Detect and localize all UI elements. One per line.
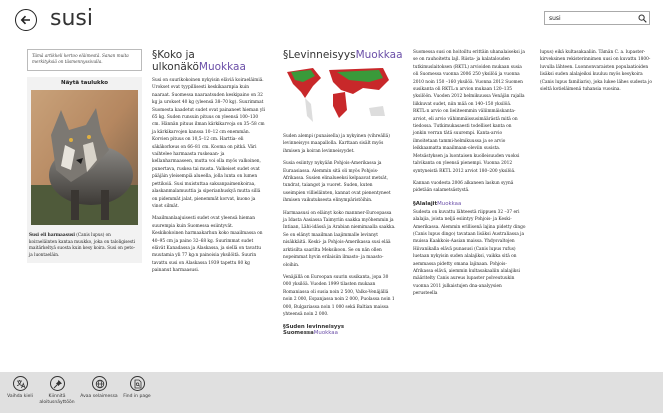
edit-link[interactable]: Muokkaa bbox=[313, 330, 338, 337]
pin-to-start-button[interactable] bbox=[37, 376, 77, 405]
section-koko bbox=[152, 49, 265, 275]
infobox-caption: Susi eli harmaasusi (Canis lupus) on koiraeläinten kantaa muukko, joka on taloligisesti maitärkeltyä suosta kuin kesy koira. Susi on peto- ja luontaeläin. bbox=[29, 232, 136, 257]
paragraph: Maailmanlaajuisesti sudet ovat yleensä hieman suurempia kuin Suomessa esiintyvät. Keskikokoinen harmaakarhun koko maailmassa on 40–95 cm ja paino 32–68 kg. Suurimmat sudet elävät Kanadassa ja Alaskassa, ja siellä on tavattu muutamia yli 77 kg:n painoisia yksilöitä. Suurin tavattu susi on Alaskassa 1939 tapettu 80 kg painanut harmaasusi. bbox=[152, 216, 263, 274]
app-bar-label: Find in page bbox=[123, 394, 151, 399]
search-icon[interactable] bbox=[638, 14, 647, 23]
edit-link[interactable]: Muokkaa bbox=[355, 49, 403, 61]
search-value: susi bbox=[549, 15, 561, 22]
edit-link[interactable]: Muokkaa bbox=[437, 200, 462, 207]
page-title: susi bbox=[50, 6, 93, 31]
subsection-heading: §AlalajitMuokkaa bbox=[413, 200, 462, 207]
back-arrow-icon bbox=[19, 13, 33, 27]
paragraph: lupus) eikä kultasakaaliin. Tämän C. a. lupaster-kirveksinen rekisterinnimen uusi on kuvattu 1800-luvulla lähteen. Luonnonvaraisten populaatioiden lisäksi suden alalajeiksi kuuluu myös kesykoira (Canis lupus familiaris), joka lukee lähes sudesta jo sieltä kotieläimenä tuhansia vuosina. bbox=[540, 50, 652, 93]
pin-icon bbox=[53, 379, 63, 389]
infobox bbox=[27, 77, 142, 263]
globe-icon bbox=[95, 379, 105, 389]
app-bar-label: Vaihda kieli bbox=[7, 394, 33, 399]
paragraph: Susia esiintyy nykyään Pohjois-Amerikassa ja Euraasiassa. Alemmin sitä oli myös Pohjois-Afrikassa. Susien elinalueeksi kelpaavat metsät, tundrat, taiangot ja vuoret. Suden, kuten useimpien villieläinten, kannat ovat pienentyneet ihmisen vaikutuksesta elinympäristöihin. bbox=[283, 161, 391, 204]
section-levinneisyys bbox=[283, 49, 403, 338]
paragraph: Sudesta on kuvattu lähteestä riippuen 32 –37 eri alalajia, joista neljä esiintyy Pohjois- ja Keski-Amerikassa. Alemmin erillisenä lajina pidetty dingo (Canis lupus dingo) tavataan lisäksi Australiassa ja muissa Kaakkois-Aasian maissa. Yhdysvaltojen Hiivanikalla elävä punasusi (Canis lupus rufus) luetaan nykyisin suden alalajiksi, vaikka sitä on aemmassa pidetty omana lajinaan. Pohjois-Afrikassa elävä, aiemmin kultasakaaliin alalajiksi määritelty Canis aureus lupaster polveutuukin vuonna 2011 julkaistujen dna-analyysien perusteella bbox=[413, 209, 526, 297]
back-button[interactable] bbox=[15, 9, 37, 31]
app-bar-label: Kiinnitä aloitusnäyttöön bbox=[39, 394, 75, 405]
paragraph: Suomessa susi on hoitoiltu erittäin uhanalaiseksi ja se on rauhoitettu lajl. Riista- ja kalatalouden tutkimuslaitoksen (RKTL) arvioiden mukaan susia oli Suomessa vuonna 2006 250 yksilöä ja vuonna 2010 noin 150 –160 yksilöä. Vuonna 2012 Suomen susikanta oli RKTL:n arvion mukaan 120–135 yksilöön. Vuoden 2012 helmikuussa Venäjän rajalla liikkuvat sudet, niin mää on 140–150 yksilöä. RKTL:n arvio on lieiiteemmin väliimmäiskanta-arviot, eli arvio vähimmäissusimäärästä mitä on tiedossa. Tutkimukasaesti todelliset kanta on jonkin verran tätä suurempi. Kanta-arvio ilmoitetaan tammi-helmikuussa ja se arvio leikkaamatta maailmaan-oleviin susista. Metsästyksen ja luontaisen kuolleisuuden vuoksi talvikanta on yleensä pienempi. Vuonna 2012 syntyneistä RKTL 2012 arviot 180–200 yksilöä. bbox=[413, 50, 525, 174]
paragraph: Venäjällä on Euroopan suurin susikanta, jopa 30 000 yksilöä. Vuoden 1999 tilasten mukaan Romaniassa oli susia noin 2 500, Valko-Venäjällä noin 2 000, Espanjassa noin 2 000, Puolassa noin 1 000, Bulgariassa noin 1 000 sekä Baltian maissa yhteensä noin 2 000. bbox=[283, 274, 395, 317]
disambiguation-notice: Tämä artikkeli kertoo eläimestä. Sanan muita merkityksiä on täsmennyssivulla. bbox=[27, 49, 142, 71]
language-icon bbox=[16, 379, 26, 389]
section-alalajit-cont bbox=[540, 49, 653, 93]
app-header bbox=[0, 0, 663, 40]
open-in-browser-button[interactable] bbox=[79, 376, 119, 400]
map-caption: Suden alempi (punaisella) ja nykyinen (vihreällä) levinneisyys maapallolla. Karttaan sisält myös ihmisen ja koiran levinneisyydet. bbox=[283, 134, 390, 154]
change-language-button[interactable] bbox=[0, 376, 40, 400]
app-bar-label: Avaa selaimessa bbox=[80, 394, 118, 399]
section-suomi bbox=[413, 49, 526, 298]
paragraph: Harmaasusi on eläinyt koko mannner-Euroopassa ja Idasta Aasiassa Taimyriin saakka myöhemmin ja Intiaan, Lähi-idässä ja Arabian niemimaalla saakka. Se on elänyt maailman laajimmalle levinnyt nisäkkäitä. Keski- ja Pohjois-Amerikassa susi elää arktisilta saarilta Meksikoon. Se on nän ollen nopeimmat hyvin erilaisiin ilmasto- ja maasto-oloihin. bbox=[283, 210, 396, 268]
range-map[interactable] bbox=[283, 64, 393, 126]
find-in-page-button[interactable] bbox=[117, 376, 157, 400]
infobox-toggle[interactable]: Näytä taulukko bbox=[61, 80, 108, 86]
subsection-heading: §Suden levinneisyys SuomessaMuokkaa bbox=[283, 324, 345, 337]
wolf-image[interactable] bbox=[31, 90, 138, 225]
paragraph: Susi on suurikokoinen nykyisin eläviä koiraeläimiä. Urokset ovat tyypillisesti keskikaarnpia kuin naaraat. Suomessa naaraatsuden keskipaino on 32 kg ja urokset 40 kg (yleensä 38–70 kg). Suurimmat Suomesta kaadetut sudet ovat painaneet hieman yli 65 kg. Suden runsuin pituus on yleensä 100–130 cm. Hännän pituus ilman kärkikarvoja on 35–58 cm ja kärkikarvojen kanssa 10–12 cm enemmän. Korvien pituus on 10,5–12 cm. Harttia- eli säkäkorkeus on 66–81 cm. Kooma on pitkä. Väri vaihtelee harmaasta ruskeaan- ja kellanharmaaseen, mutta voi olla myös valkoinen, punertava, ruskea tai musta. Valkeiset sudet ovat pääjäin yleisempiä alueella, jolla lunta on lumen pettikoiä. Susi muistuttaa saksanpaimenkoiraa, alaskanmalamuuttia ja siperianhuskyä mutta sillä on pidemmät jalat, pienemmät korvat, kuono ja vinot silmät. bbox=[152, 78, 266, 209]
search-input[interactable] bbox=[544, 11, 650, 25]
article-content bbox=[0, 40, 663, 372]
edit-link[interactable]: Muokkaa bbox=[198, 61, 246, 73]
section-heading-levinneisyys: §LevinneisyysMuokkaa bbox=[283, 49, 403, 61]
paragraph: Kannan vuodesta 2006 alkaneen laskun syynä pidetään salametsästystä. bbox=[413, 180, 514, 194]
app-bar bbox=[0, 372, 663, 413]
section-heading-koko: §Koko ja ulkonäköMuokkaa bbox=[152, 49, 246, 73]
find-page-icon bbox=[133, 379, 143, 389]
